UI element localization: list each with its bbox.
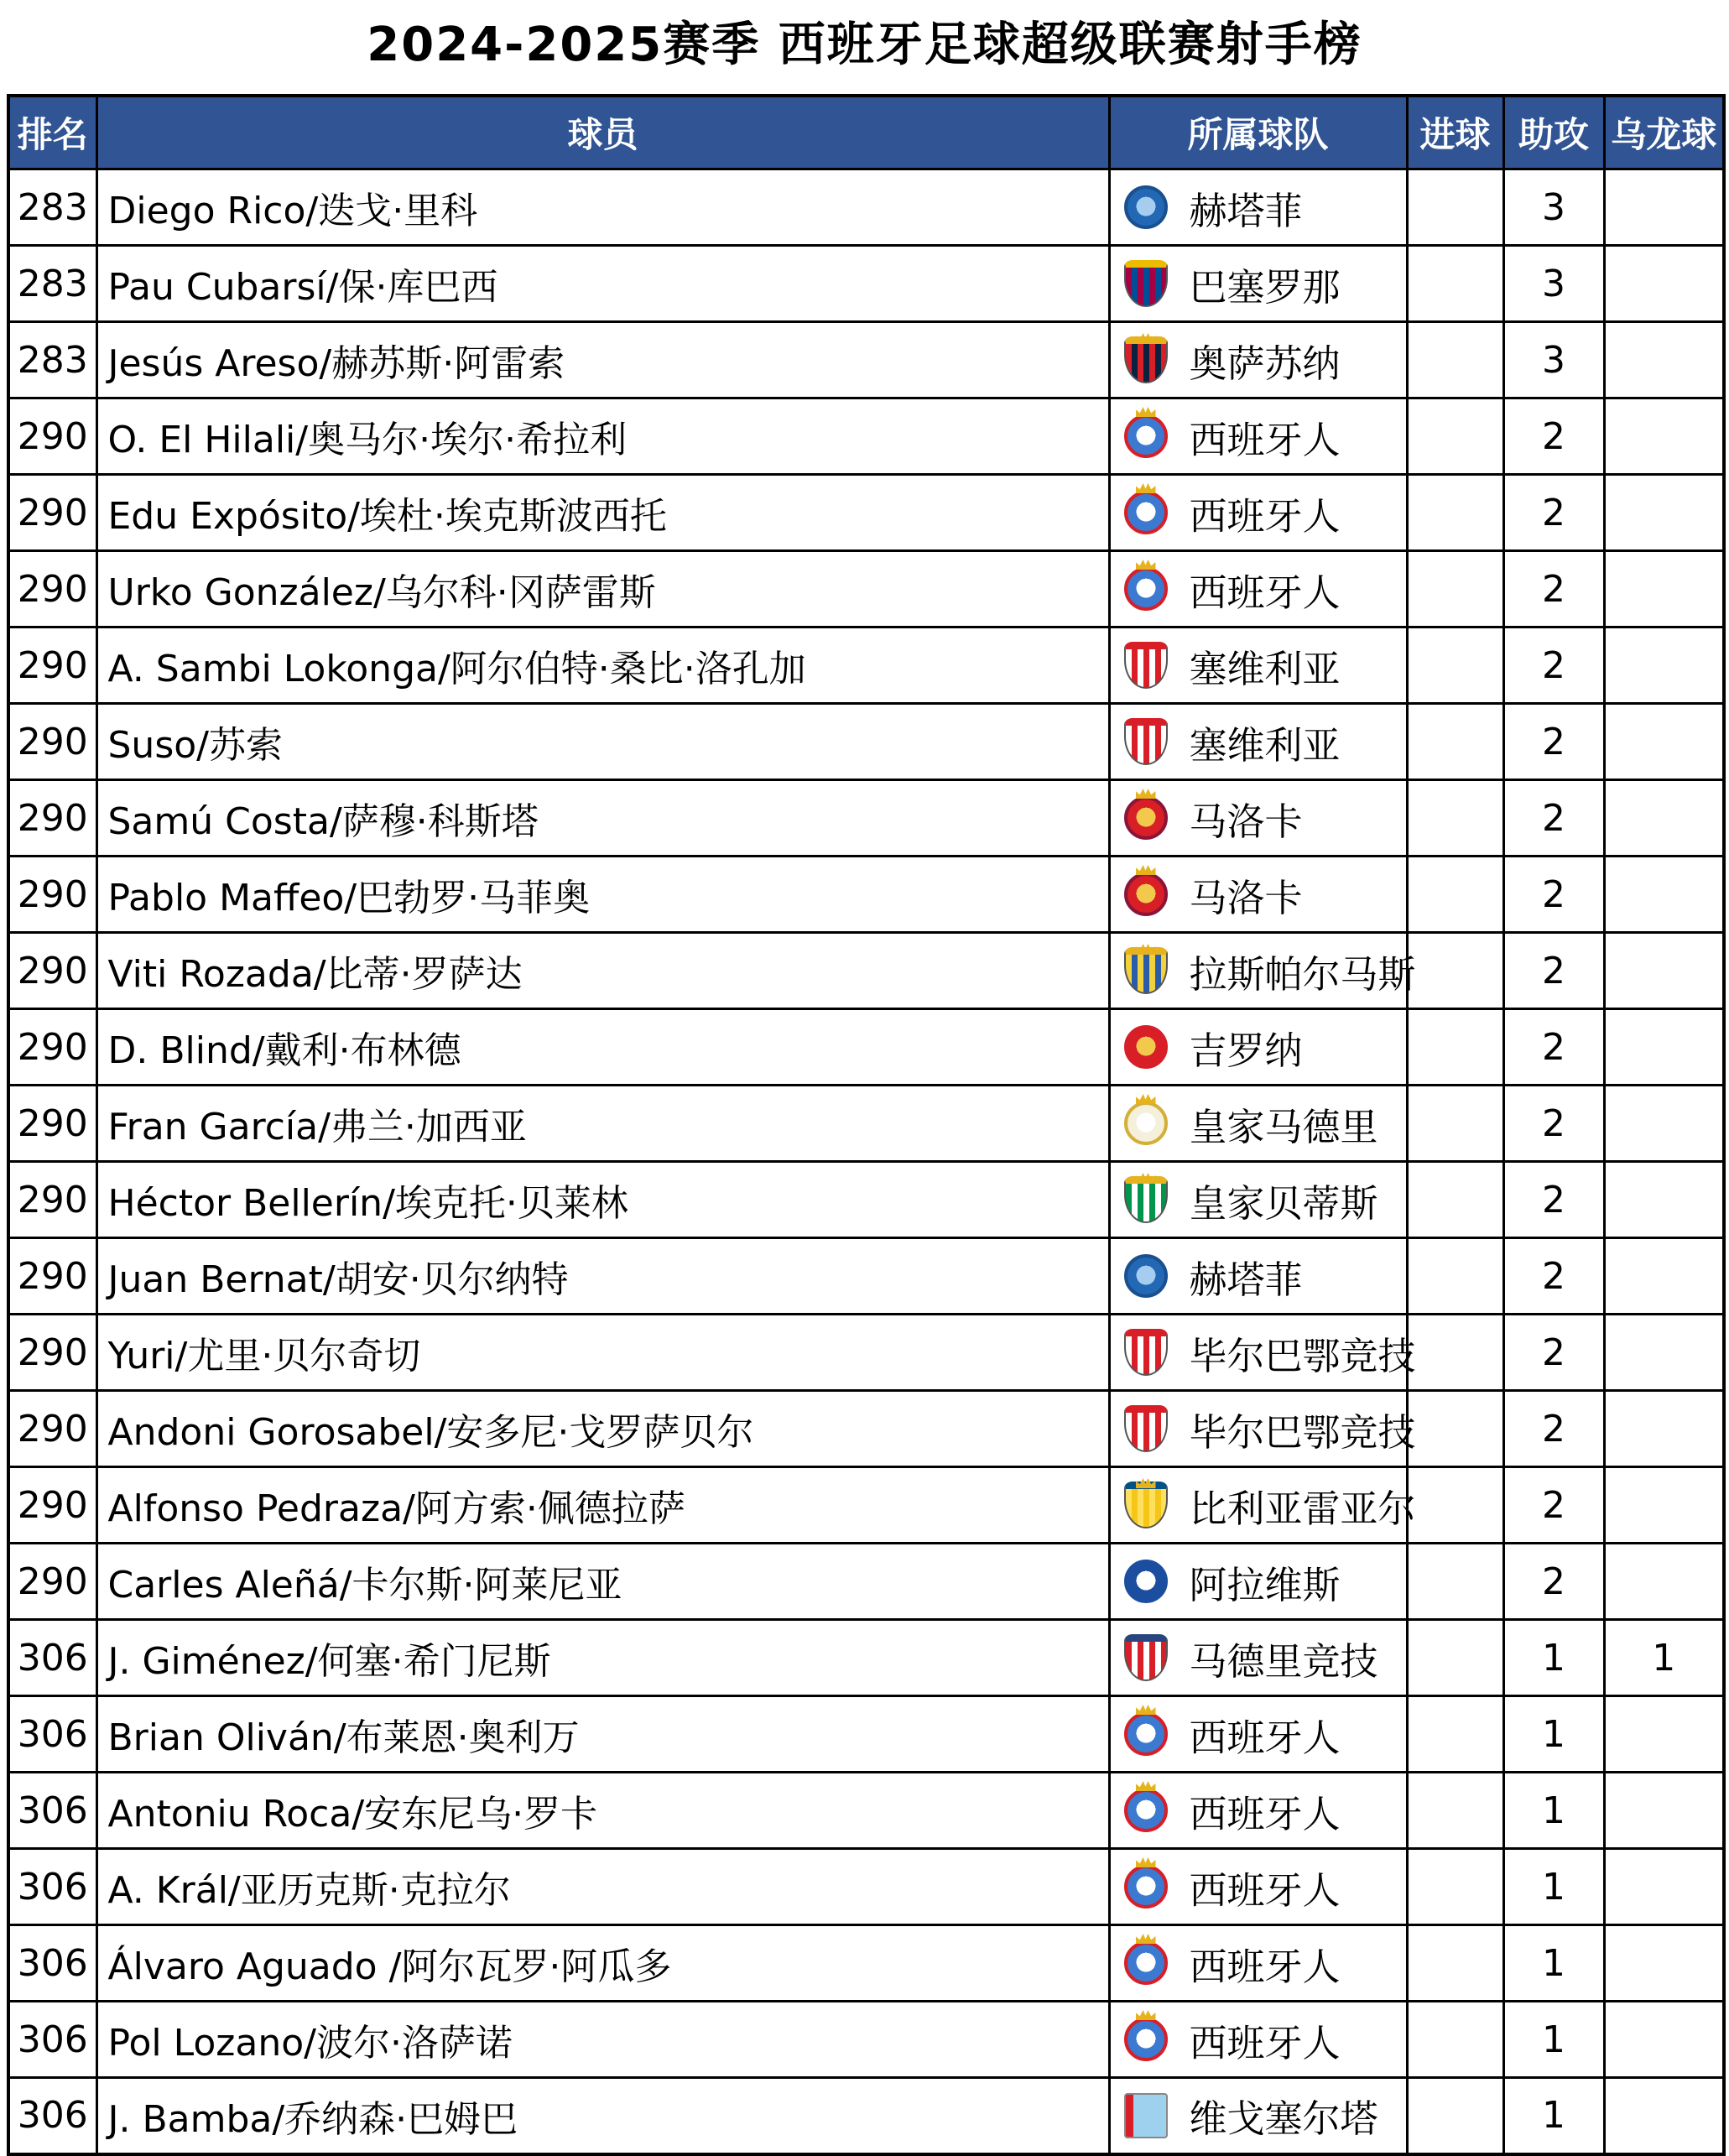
team-cell (1109, 704, 1407, 780)
rank-cell: 306 (8, 1696, 96, 1773)
team-name: 西班牙人 (1189, 417, 1341, 462)
table-row (8, 1467, 1724, 1544)
team-logo-icon (1124, 642, 1168, 689)
team-name: 马德里竞技 (1189, 1638, 1378, 1684)
team-name: 吉罗纳 (1189, 1028, 1303, 1073)
crown-icon (1136, 333, 1156, 343)
team-name: 毕尔巴鄂竞技 (1189, 1409, 1416, 1455)
player-cell: Jesús Areso/赫苏斯·阿雷索 (96, 322, 1109, 398)
assists-cell: 2 (1503, 704, 1604, 780)
team-name: 拉斯帕尔马斯 (1189, 951, 1416, 997)
own-goals-cell: 1 (1604, 1620, 1724, 1696)
goals-cell (1407, 2078, 1503, 2154)
own-goals-cell (1604, 1315, 1724, 1391)
player-cell: Álvaro Aguado /阿尔瓦罗·阿瓜多 (96, 1925, 1109, 2002)
goals-cell (1407, 704, 1503, 780)
own-goals-cell (1604, 1696, 1724, 1773)
crown-icon (1136, 944, 1156, 954)
goals-cell (1407, 1544, 1503, 1620)
team (1124, 791, 1406, 846)
player-cell: Pol Lozano/波尔·洛萨诺 (96, 2002, 1109, 2078)
goals-cell (1407, 169, 1503, 246)
player-cell: Alfonso Pedraza/阿方索·佩德拉萨 (96, 1467, 1109, 1544)
team (1124, 1707, 1406, 1762)
table-row (8, 1696, 1724, 1773)
crown-icon (1136, 1857, 1156, 1867)
team-logo-icon (1124, 1634, 1168, 1681)
rank-cell: 290 (8, 1544, 96, 1620)
team-cell (1109, 1925, 1407, 2002)
table-row (8, 2078, 1724, 2154)
team-name: 西班牙人 (1189, 1944, 1341, 1989)
own-goals-cell (1604, 1773, 1724, 1849)
goals-cell (1407, 246, 1503, 322)
player-cell: Carles Aleñá/卡尔斯·阿莱尼亚 (96, 1544, 1109, 1620)
team-logo-icon (1124, 1482, 1168, 1528)
team (1124, 1936, 1406, 1991)
team-name: 西班牙人 (1189, 2020, 1341, 2065)
goals-cell (1407, 1315, 1503, 1391)
rank-cell: 290 (8, 475, 96, 551)
team-cell (1109, 1315, 1416, 1391)
crown-icon (1136, 865, 1156, 875)
team (1124, 333, 1406, 388)
assists-cell: 2 (1503, 551, 1604, 628)
team-cell (1109, 1544, 1407, 1620)
goals-cell (1407, 322, 1503, 398)
own-goals-cell (1604, 169, 1724, 246)
player-cell: J. Giménez/何塞·希门尼斯 (96, 1620, 1109, 1696)
player-cell: Suso/苏索 (96, 704, 1109, 780)
team (1124, 1555, 1406, 1609)
table-row (8, 1315, 1724, 1391)
team-cell (1109, 2078, 1407, 2154)
team (1124, 1249, 1406, 1304)
team-logo-icon (1124, 414, 1168, 458)
rank-cell: 290 (8, 1315, 96, 1391)
team (1124, 1860, 1406, 1914)
team (1124, 1325, 1416, 1380)
team-name: 马洛卡 (1189, 875, 1303, 920)
assists-cell: 2 (1503, 857, 1604, 933)
rank-cell: 290 (8, 933, 96, 1009)
crown-icon (1136, 483, 1156, 493)
team-logo-icon (1124, 567, 1168, 611)
player-cell: Andoni Gorosabel/安多尼·戈罗萨贝尔 (96, 1391, 1109, 1467)
col-header-team: 所属球队 (1109, 96, 1407, 169)
goals-cell (1407, 1391, 1503, 1467)
rank-cell: 290 (8, 1391, 96, 1467)
team-logo-icon (1124, 1176, 1168, 1223)
assists-cell: 2 (1503, 1391, 1604, 1467)
team-cell (1109, 1467, 1416, 1544)
table-row (8, 628, 1724, 704)
crown-icon (1136, 560, 1156, 570)
own-goals-cell (1604, 2002, 1724, 2078)
team-logo-icon (1124, 260, 1168, 307)
goals-cell (1407, 857, 1503, 933)
team-name: 马洛卡 (1189, 799, 1303, 844)
team (1124, 257, 1406, 311)
assists-cell: 1 (1503, 1696, 1604, 1773)
col-header-assists: 助攻 (1503, 96, 1604, 169)
goals-cell (1407, 551, 1503, 628)
table-row (8, 1849, 1724, 1925)
assists-cell: 2 (1503, 1315, 1604, 1391)
team-cell (1109, 1162, 1407, 1238)
player-cell: Urko González/乌尔科·冈萨雷斯 (96, 551, 1109, 628)
table-row (8, 1620, 1724, 1696)
team-cell (1109, 1773, 1407, 1849)
team-logo-icon (1124, 718, 1168, 765)
crown-icon (1136, 407, 1156, 417)
assists-cell: 3 (1503, 246, 1604, 322)
crown-icon (1136, 1173, 1156, 1183)
team-logo-icon (1124, 1329, 1168, 1376)
rank-cell: 306 (8, 1620, 96, 1696)
own-goals-cell (1604, 933, 1724, 1009)
own-goals-cell (1604, 1162, 1724, 1238)
team-logo-icon (1124, 1712, 1168, 1756)
team-cell (1109, 1391, 1416, 1467)
team (1124, 1402, 1416, 1456)
goals-cell (1407, 1620, 1503, 1696)
team (1124, 1784, 1406, 1838)
own-goals-cell (1604, 475, 1724, 551)
col-header-player: 球员 (96, 96, 1109, 169)
team-logo-icon (1124, 1941, 1168, 1985)
assists-cell: 2 (1503, 475, 1604, 551)
own-goals-cell (1604, 1009, 1724, 1086)
table-row (8, 1086, 1724, 1162)
assists-cell: 1 (1503, 2078, 1604, 2154)
team (1124, 1631, 1406, 1685)
own-goals-cell (1604, 398, 1724, 475)
team (1124, 638, 1406, 693)
goals-cell (1407, 1009, 1503, 1086)
table-row (8, 1238, 1724, 1315)
table-row (8, 551, 1724, 628)
team-cell (1109, 1238, 1407, 1315)
goals-cell (1407, 1162, 1503, 1238)
rank-cell: 290 (8, 780, 96, 857)
team-logo-icon (1124, 1101, 1168, 1145)
goals-cell (1407, 628, 1503, 704)
player-cell: A. Sambi Lokonga/阿尔伯特·桑比·洛孔加 (96, 628, 1109, 704)
crown-icon (1136, 1781, 1156, 1791)
own-goals-cell (1604, 1925, 1724, 2002)
team-name: 西班牙人 (1189, 1715, 1341, 1760)
own-goals-cell (1604, 246, 1724, 322)
team (1124, 1020, 1406, 1075)
team-name: 阿拉维斯 (1189, 1562, 1341, 1607)
assists-cell: 3 (1503, 169, 1604, 246)
crown-icon (1136, 2010, 1156, 2020)
team-name: 比利亚雷亚尔 (1189, 1486, 1416, 1531)
team-logo-icon (1124, 185, 1168, 229)
goals-cell (1407, 1086, 1503, 1162)
team (1124, 562, 1406, 617)
team-logo-icon (1124, 1789, 1168, 1832)
team-cell (1109, 780, 1407, 857)
team-name: 维戈塞尔塔 (1189, 2096, 1378, 2142)
team-cell (1109, 322, 1407, 398)
player-cell: Brian Oliván/布莱恩·奥利万 (96, 1696, 1109, 1773)
table-row (8, 2002, 1724, 2078)
goals-cell (1407, 398, 1503, 475)
rank-cell: 290 (8, 857, 96, 933)
rank-cell: 290 (8, 1467, 96, 1544)
table-row (8, 246, 1724, 322)
table-row (8, 475, 1724, 551)
goals-cell (1407, 1925, 1503, 2002)
own-goals-cell (1604, 551, 1724, 628)
crown-icon (1136, 789, 1156, 799)
team-name: 塞维利亚 (1189, 646, 1341, 691)
goals-cell (1407, 1773, 1503, 1849)
assists-cell: 2 (1503, 398, 1604, 475)
team-logo-icon (1124, 947, 1168, 994)
goals-cell (1407, 475, 1503, 551)
table-row (8, 857, 1724, 933)
own-goals-cell (1604, 322, 1724, 398)
player-cell: O. El Hilali/奥马尔·埃尔·希拉利 (96, 398, 1109, 475)
team (1124, 2013, 1406, 2067)
goals-cell (1407, 1849, 1503, 1925)
player-cell: Antoniu Roca/安东尼乌·罗卡 (96, 1773, 1109, 1849)
team-cell (1109, 169, 1407, 246)
team (1124, 867, 1406, 922)
goals-cell (1407, 780, 1503, 857)
team-cell (1109, 933, 1416, 1009)
rank-cell: 306 (8, 1773, 96, 1849)
table-row (8, 933, 1724, 1009)
team-logo-icon (1124, 336, 1168, 383)
own-goals-cell (1604, 857, 1724, 933)
goals-cell (1407, 1696, 1503, 1773)
own-goals-cell (1604, 1391, 1724, 1467)
rank-cell: 306 (8, 2002, 96, 2078)
rank-cell: 283 (8, 246, 96, 322)
player-cell: Pablo Maffeo/巴勃罗·马菲奥 (96, 857, 1109, 933)
assists-cell: 1 (1503, 1773, 1604, 1849)
header-row (8, 96, 1724, 169)
team-name: 西班牙人 (1189, 493, 1341, 539)
player-cell: Diego Rico/迭戈·里科 (96, 169, 1109, 246)
team-name: 奥萨苏纳 (1189, 341, 1341, 386)
player-cell: Viti Rozada/比蒂·罗萨达 (96, 933, 1109, 1009)
team-cell (1109, 475, 1407, 551)
table-row (8, 1773, 1724, 1849)
rank-cell: 306 (8, 2078, 96, 2154)
player-cell: Yuri/尤里·贝尔奇切 (96, 1315, 1109, 1391)
assists-cell: 2 (1503, 1238, 1604, 1315)
col-header-rank: 排名 (8, 96, 96, 169)
scorers-table (7, 94, 1726, 2156)
player-cell: D. Blind/戴利·布林德 (96, 1009, 1109, 1086)
team (1124, 1173, 1406, 1227)
team-logo-icon (1124, 1254, 1168, 1298)
crown-icon (1136, 1478, 1156, 1488)
own-goals-cell (1604, 628, 1724, 704)
rank-cell: 290 (8, 551, 96, 628)
rank-cell: 306 (8, 1849, 96, 1925)
assists-cell: 1 (1503, 1925, 1604, 2002)
own-goals-cell (1604, 780, 1724, 857)
rank-cell: 290 (8, 398, 96, 475)
team (1124, 409, 1406, 464)
team-logo-icon (1124, 2018, 1168, 2061)
team-name: 巴塞罗那 (1189, 264, 1341, 310)
crown-icon (1136, 1094, 1156, 1104)
table-row (8, 1162, 1724, 1238)
team (1124, 1478, 1416, 1533)
assists-cell: 1 (1503, 1620, 1604, 1696)
rank-cell: 290 (8, 1162, 96, 1238)
own-goals-cell (1604, 1467, 1724, 1544)
team-logo-icon (1124, 796, 1168, 840)
team-cell (1109, 2002, 1407, 2078)
table-row (8, 780, 1724, 857)
team-logo-icon (1124, 872, 1168, 916)
player-cell: Pau Cubarsí/保·库巴西 (96, 246, 1109, 322)
table-row (8, 322, 1724, 398)
own-goals-cell (1604, 1086, 1724, 1162)
rank-cell: 290 (8, 1086, 96, 1162)
team-name: 赫塔菲 (1189, 188, 1303, 233)
own-goals-cell (1604, 1544, 1724, 1620)
team-name: 西班牙人 (1189, 1867, 1341, 1913)
rank-cell: 306 (8, 1925, 96, 2002)
rank-cell: 290 (8, 704, 96, 780)
team-name: 西班牙人 (1189, 1791, 1341, 1836)
team (1124, 944, 1416, 998)
table-row (8, 169, 1724, 246)
team-cell (1109, 628, 1407, 704)
team-cell (1109, 1620, 1407, 1696)
table-row (8, 704, 1724, 780)
team-name: 赫塔菲 (1189, 1257, 1303, 1302)
team (1124, 180, 1406, 235)
team-cell (1109, 1696, 1407, 1773)
team-cell (1109, 551, 1407, 628)
player-cell: Héctor Bellerín/埃克托·贝莱林 (96, 1162, 1109, 1238)
team-cell (1109, 246, 1407, 322)
team (1124, 486, 1406, 540)
rank-cell: 290 (8, 628, 96, 704)
own-goals-cell (1604, 1238, 1724, 1315)
table-row (8, 1544, 1724, 1620)
page-title: 2024-2025赛季 西班牙足球超级联赛射手榜 (367, 18, 1362, 72)
assists-cell: 2 (1503, 1467, 1604, 1544)
team-cell (1109, 1009, 1407, 1086)
team-name: 皇家马德里 (1189, 1104, 1378, 1149)
team (1124, 1096, 1406, 1151)
team-cell (1109, 1086, 1407, 1162)
team-name: 塞维利亚 (1189, 722, 1341, 768)
col-header-own-goals: 乌龙球 (1604, 96, 1724, 169)
team-logo-icon (1124, 1865, 1168, 1909)
rank-cell: 283 (8, 169, 96, 246)
assists-cell: 3 (1503, 322, 1604, 398)
team-logo-icon (1124, 1560, 1168, 1603)
assists-cell: 2 (1503, 933, 1604, 1009)
team-logo-icon (1124, 1025, 1168, 1069)
player-cell: Fran García/弗兰·加西亚 (96, 1086, 1109, 1162)
rank-cell: 290 (8, 1009, 96, 1086)
goals-cell (1407, 1238, 1503, 1315)
player-cell: Samú Costa/萨穆·科斯塔 (96, 780, 1109, 857)
table-row (8, 398, 1724, 475)
table-row (8, 1391, 1724, 1467)
team (1124, 715, 1406, 769)
crown-icon (1136, 1705, 1156, 1715)
assists-cell: 1 (1503, 1849, 1604, 1925)
team-logo-icon (1124, 1405, 1168, 1452)
team-name: 皇家贝蒂斯 (1189, 1180, 1378, 1226)
assists-cell: 2 (1503, 1544, 1604, 1620)
team-logo-icon (1124, 491, 1168, 534)
assists-cell: 2 (1503, 628, 1604, 704)
crown-icon (1136, 1934, 1156, 1944)
team-name: 西班牙人 (1189, 570, 1341, 615)
assists-cell: 1 (1503, 2002, 1604, 2078)
goals-cell (1407, 1467, 1503, 1544)
table-row (8, 1009, 1724, 1086)
team-cell (1109, 398, 1407, 475)
player-cell: J. Bamba/乔纳森·巴姆巴 (96, 2078, 1109, 2154)
team-cell (1109, 1849, 1407, 1925)
goals-cell (1407, 933, 1503, 1009)
own-goals-cell (1604, 2078, 1724, 2154)
player-cell: A. Král/亚历克斯·克拉尔 (96, 1849, 1109, 1925)
goals-cell (1407, 2002, 1503, 2078)
assists-cell: 2 (1503, 1086, 1604, 1162)
player-cell: Juan Bernat/胡安·贝尔纳特 (96, 1238, 1109, 1315)
assists-cell: 2 (1503, 1009, 1604, 1086)
team-name: 毕尔巴鄂竞技 (1189, 1333, 1416, 1378)
team (1124, 2088, 1406, 2143)
team-logo-icon (1124, 2093, 1168, 2138)
own-goals-cell (1604, 704, 1724, 780)
col-header-goals: 进球 (1407, 96, 1503, 169)
player-cell: Edu Expósito/埃杜·埃克斯波西托 (96, 475, 1109, 551)
assists-cell: 2 (1503, 780, 1604, 857)
own-goals-cell (1604, 1849, 1724, 1925)
team-cell (1109, 857, 1407, 933)
rank-cell: 290 (8, 1238, 96, 1315)
table-row (8, 1925, 1724, 2002)
rank-cell: 283 (8, 322, 96, 398)
assists-cell: 2 (1503, 1162, 1604, 1238)
